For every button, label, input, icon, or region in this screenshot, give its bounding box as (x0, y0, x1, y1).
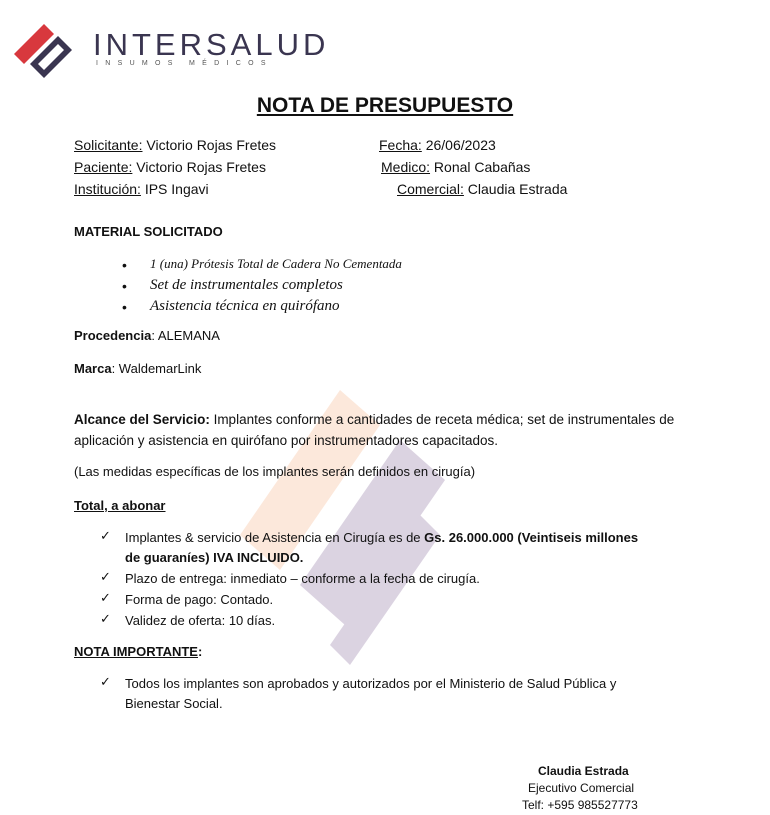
institucion-value: IPS Ingavi (140, 181, 209, 197)
total-item-2-text: Plazo de entrega: inmediato – conforme a la fecha de cirugía. (125, 571, 480, 586)
alcance-text-1: Implantes conforme a cantidades de receta médica; set de instrumentales de (209, 412, 675, 427)
bullet-icon: • (122, 257, 127, 273)
procedencia-value: : ALEMANA (151, 328, 220, 343)
fecha-label: Fecha: (379, 137, 422, 153)
check-icon: ✓ (100, 611, 111, 626)
document-title: NOTA DE PRESUPUESTO (256, 94, 514, 117)
bullet-icon: • (122, 299, 127, 315)
material-item-text: Set de instrumentales completos (150, 277, 343, 293)
total-item-1-text: Implantes & servicio de Asistencia en Cirugía es de (125, 530, 425, 545)
alcance-note: (Las medidas específicas de los implantes serán definidos en cirugía) (74, 464, 476, 479)
check-icon: ✓ (100, 590, 111, 605)
fecha-value: 26/06/2023 (421, 137, 496, 153)
alcance-line-2: aplicación y asistencia en quirófano por instrumentadores capacitados. (74, 433, 498, 448)
solicitante-value: Victorio Rojas Fretes (142, 137, 277, 153)
total-amount: Gs. 26.000.000 (Veintiseis millones (424, 530, 639, 545)
comercial-field (397, 181, 567, 197)
check-icon: ✓ (100, 569, 111, 584)
total-item-4-text: Validez de oferta: 10 días. (125, 613, 276, 628)
nota-item-text (125, 674, 725, 714)
paciente-field (74, 159, 266, 175)
intersalud-logo-icon (12, 20, 80, 86)
total-item-text (125, 528, 685, 568)
medico-field (381, 159, 530, 175)
comercial-label: Comercial: (397, 181, 464, 197)
institucion-label: Institución: (74, 181, 141, 197)
alcance-label: Alcance del Servicio: (74, 412, 210, 427)
paciente-label: Paciente: (74, 159, 133, 175)
material-item-text: Asistencia técnica en quirófano (150, 298, 340, 314)
nota-line-1: Todos los implantes son aprobados y autorizados por el Ministerio de Salud Pública y (125, 676, 617, 691)
institucion-field (74, 181, 209, 197)
alcance-line-1 (74, 412, 674, 427)
check-icon: ✓ (100, 528, 111, 543)
procedencia-field (74, 328, 220, 343)
marca-label: Marca (74, 361, 112, 376)
signature-phone: Telf: +595 985527773 (522, 798, 638, 812)
nota-heading (74, 644, 202, 659)
material-item-text: 1 (una) Prótesis Total de Cadera No Cementada (150, 256, 402, 271)
solicitante-label: Solicitante: (74, 137, 143, 153)
comercial-value: Claudia Estrada (463, 181, 568, 197)
marca-value: : WaldemarLink (111, 361, 202, 376)
total-item-3-text: Forma de pago: Contado. (125, 592, 274, 607)
paciente-value: Victorio Rojas Fretes (132, 159, 266, 175)
medico-label: Medico: (381, 159, 431, 175)
marca-field (74, 361, 201, 376)
procedencia-label: Procedencia (74, 328, 152, 343)
nota-heading-text: NOTA IMPORTANTE (74, 644, 198, 659)
solicitante-field (74, 137, 276, 153)
fecha-field (379, 137, 496, 153)
medico-value: Ronal Cabañas (430, 159, 531, 175)
nota-heading-colon: : (197, 644, 203, 659)
signature-name: Claudia Estrada (538, 764, 629, 778)
material-heading: MATERIAL SOLICITADO (74, 224, 223, 239)
total-amount-words: de guaraníes) IVA INCLUIDO. (125, 550, 304, 565)
brand-tagline: INSUMOS MÉDICOS (96, 60, 273, 67)
signature-role: Ejecutivo Comercial (528, 781, 635, 795)
total-heading: Total, a abonar (74, 498, 166, 513)
check-icon: ✓ (100, 674, 111, 689)
nota-line-2: Bienestar Social. (125, 696, 223, 711)
brand-name: INTERSALUD (93, 27, 330, 62)
bullet-icon: • (122, 278, 127, 294)
